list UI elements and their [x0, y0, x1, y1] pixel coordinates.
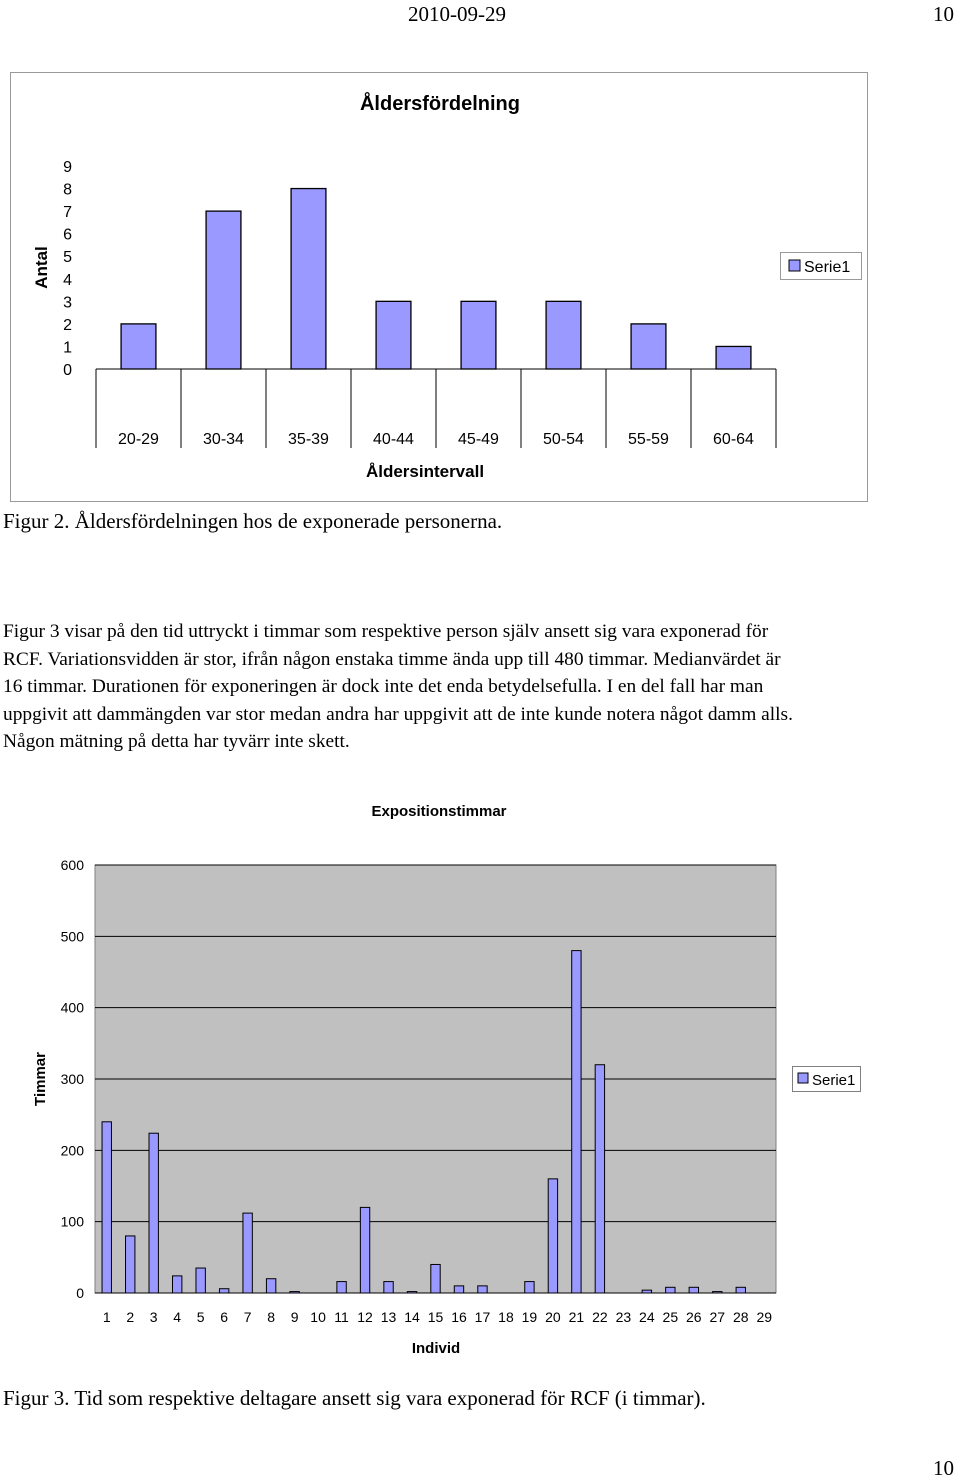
- bar: [290, 1292, 299, 1293]
- y-tick-label: 100: [60, 1213, 84, 1230]
- x-tick-label: 6: [220, 1309, 229, 1325]
- figure2-caption: Figur 2. Åldersfördelningen hos de exponerade personerna.: [3, 509, 503, 533]
- exposure-hours-chart: [0, 790, 960, 1365]
- x-tick-label: 14: [404, 1309, 420, 1325]
- y-tick-label: 200: [60, 1142, 84, 1159]
- legend-label: Serie1: [812, 1072, 856, 1089]
- y-tick-label: 9: [63, 159, 72, 176]
- x-tick-label: 1: [102, 1309, 111, 1325]
- y-tick-label: 2: [63, 316, 72, 334]
- body-paragraph: [3, 618, 953, 756]
- y-tick-label: 1: [63, 339, 72, 357]
- bar: [126, 1236, 135, 1293]
- paragraph-line: RCF. Variationsvidden är stor, ifrån någon enstaka timme ända upp till 480 timmar. Medianvärdet är: [3, 648, 781, 670]
- y-tick-label: 400: [60, 999, 84, 1016]
- y-axis-label: Antal: [32, 246, 51, 289]
- figure3-caption: Figur 3. Tid som respektive deltagare ansett sig vara exponerad för RCF (i timmar).: [3, 1386, 706, 1410]
- page-header-date: 2010-09-29: [408, 2, 506, 26]
- bar: [716, 346, 751, 369]
- x-tick-label: 5: [196, 1309, 205, 1325]
- x-tick-label: 30-34: [203, 431, 244, 448]
- bar: [266, 1279, 275, 1293]
- x-tick-label: 29: [756, 1309, 773, 1325]
- y-tick-label: 8: [63, 181, 72, 199]
- bar: [102, 1122, 111, 1293]
- bar: [149, 1133, 158, 1293]
- bar: [407, 1292, 416, 1293]
- y-tick-label: 0: [63, 362, 72, 379]
- legend-swatch: [789, 260, 800, 271]
- x-tick-label: 17: [474, 1309, 491, 1325]
- y-tick-label: 0: [76, 1285, 84, 1301]
- x-axis-label: Individ: [411, 1340, 461, 1357]
- x-tick-label: 24: [639, 1309, 655, 1325]
- x-tick-label: 60-64: [713, 431, 754, 448]
- bar: [666, 1287, 675, 1293]
- x-tick-label: 15: [427, 1309, 444, 1325]
- x-tick-label: 23: [615, 1309, 632, 1325]
- bar: [546, 301, 581, 369]
- x-tick-label: 50-54: [543, 431, 584, 448]
- bar: [376, 301, 411, 369]
- paragraph-line: Figur 3 visar på den tid uttryckt i timmar som respektive person själv ansett sig vara exponerad för: [3, 621, 769, 642]
- bar: [548, 1179, 557, 1293]
- page-footer-number: 10: [933, 1456, 954, 1480]
- legend-swatch: [798, 1073, 808, 1083]
- x-tick-label: 3: [149, 1309, 158, 1325]
- x-axis-label: Åldersintervall: [365, 462, 485, 481]
- y-tick-label: 7: [63, 204, 72, 222]
- x-tick-label: 11: [334, 1309, 349, 1325]
- x-tick-label: 2: [126, 1309, 135, 1325]
- x-tick-label: 16: [451, 1309, 467, 1325]
- x-tick-label: 26: [686, 1309, 702, 1325]
- bar: [431, 1264, 440, 1293]
- paragraph-line: Någon mätning på detta har tyvärr inte skett.: [3, 731, 350, 753]
- x-tick-label: 4: [173, 1309, 182, 1325]
- y-tick-label: 4: [63, 271, 72, 289]
- bar: [572, 951, 581, 1293]
- y-axis-label: Timmar: [32, 1052, 49, 1106]
- page-header-number: 10: [933, 2, 954, 26]
- x-tick-label: 35-39: [288, 431, 329, 448]
- y-tick-label: 6: [63, 226, 72, 244]
- bar: [121, 324, 156, 369]
- x-tick-label: 25: [662, 1309, 679, 1325]
- x-tick-label: 10: [310, 1309, 326, 1325]
- x-tick-label: 22: [592, 1309, 608, 1325]
- chart-title: Åldersfördelning: [359, 93, 521, 115]
- y-tick-label: 3: [63, 294, 72, 312]
- bar: [478, 1286, 487, 1293]
- bar: [243, 1213, 252, 1293]
- bar: [196, 1268, 205, 1293]
- paragraph-line: 16 timmar. Durationen för exponeringen är dock inte det enda betydelsefulla. I en del fall har man: [3, 676, 764, 698]
- bar: [291, 189, 326, 369]
- bar: [736, 1287, 745, 1293]
- y-tick-label: 300: [60, 1071, 84, 1087]
- x-tick-label: 21: [568, 1309, 585, 1325]
- bar: [219, 1289, 228, 1293]
- bar: [384, 1282, 393, 1293]
- chart-title: Expositionstimmar: [371, 803, 507, 820]
- x-tick-label: 27: [709, 1309, 726, 1325]
- x-tick-label: 20: [545, 1309, 561, 1325]
- bar: [461, 301, 496, 369]
- bar: [689, 1287, 698, 1293]
- y-tick-label: 5: [63, 249, 72, 267]
- legend-label: Serie1: [804, 259, 851, 276]
- y-tick-label: 500: [60, 928, 84, 945]
- x-tick-label: 55-59: [628, 431, 669, 448]
- x-tick-label: 8: [267, 1309, 276, 1325]
- bar: [525, 1282, 534, 1293]
- x-tick-label: 18: [498, 1309, 514, 1325]
- x-tick-label: 45-49: [458, 431, 499, 448]
- x-tick-label: 28: [732, 1309, 749, 1325]
- paragraph-line: uppgivit att dammängden var stor medan andra har uppgivit att de inte kunde notera något damm alls.: [3, 703, 793, 725]
- x-tick-label: 13: [380, 1309, 397, 1325]
- x-tick-label: 40-44: [373, 431, 414, 448]
- bar: [631, 324, 666, 369]
- bar: [595, 1065, 604, 1293]
- bar: [642, 1290, 651, 1293]
- x-tick-label: 12: [357, 1309, 373, 1325]
- bar: [206, 211, 241, 369]
- bar: [337, 1282, 346, 1293]
- x-tick-label: 9: [290, 1309, 299, 1325]
- y-tick-label: 600: [60, 857, 84, 873]
- bar: [713, 1292, 722, 1293]
- x-tick-label: 19: [521, 1309, 538, 1325]
- bar: [454, 1286, 463, 1293]
- x-tick-label: 7: [243, 1309, 252, 1325]
- x-tick-label: 20-29: [118, 431, 159, 448]
- bar: [172, 1276, 181, 1293]
- bar: [360, 1207, 369, 1293]
- age-distribution-chart: [10, 72, 870, 504]
